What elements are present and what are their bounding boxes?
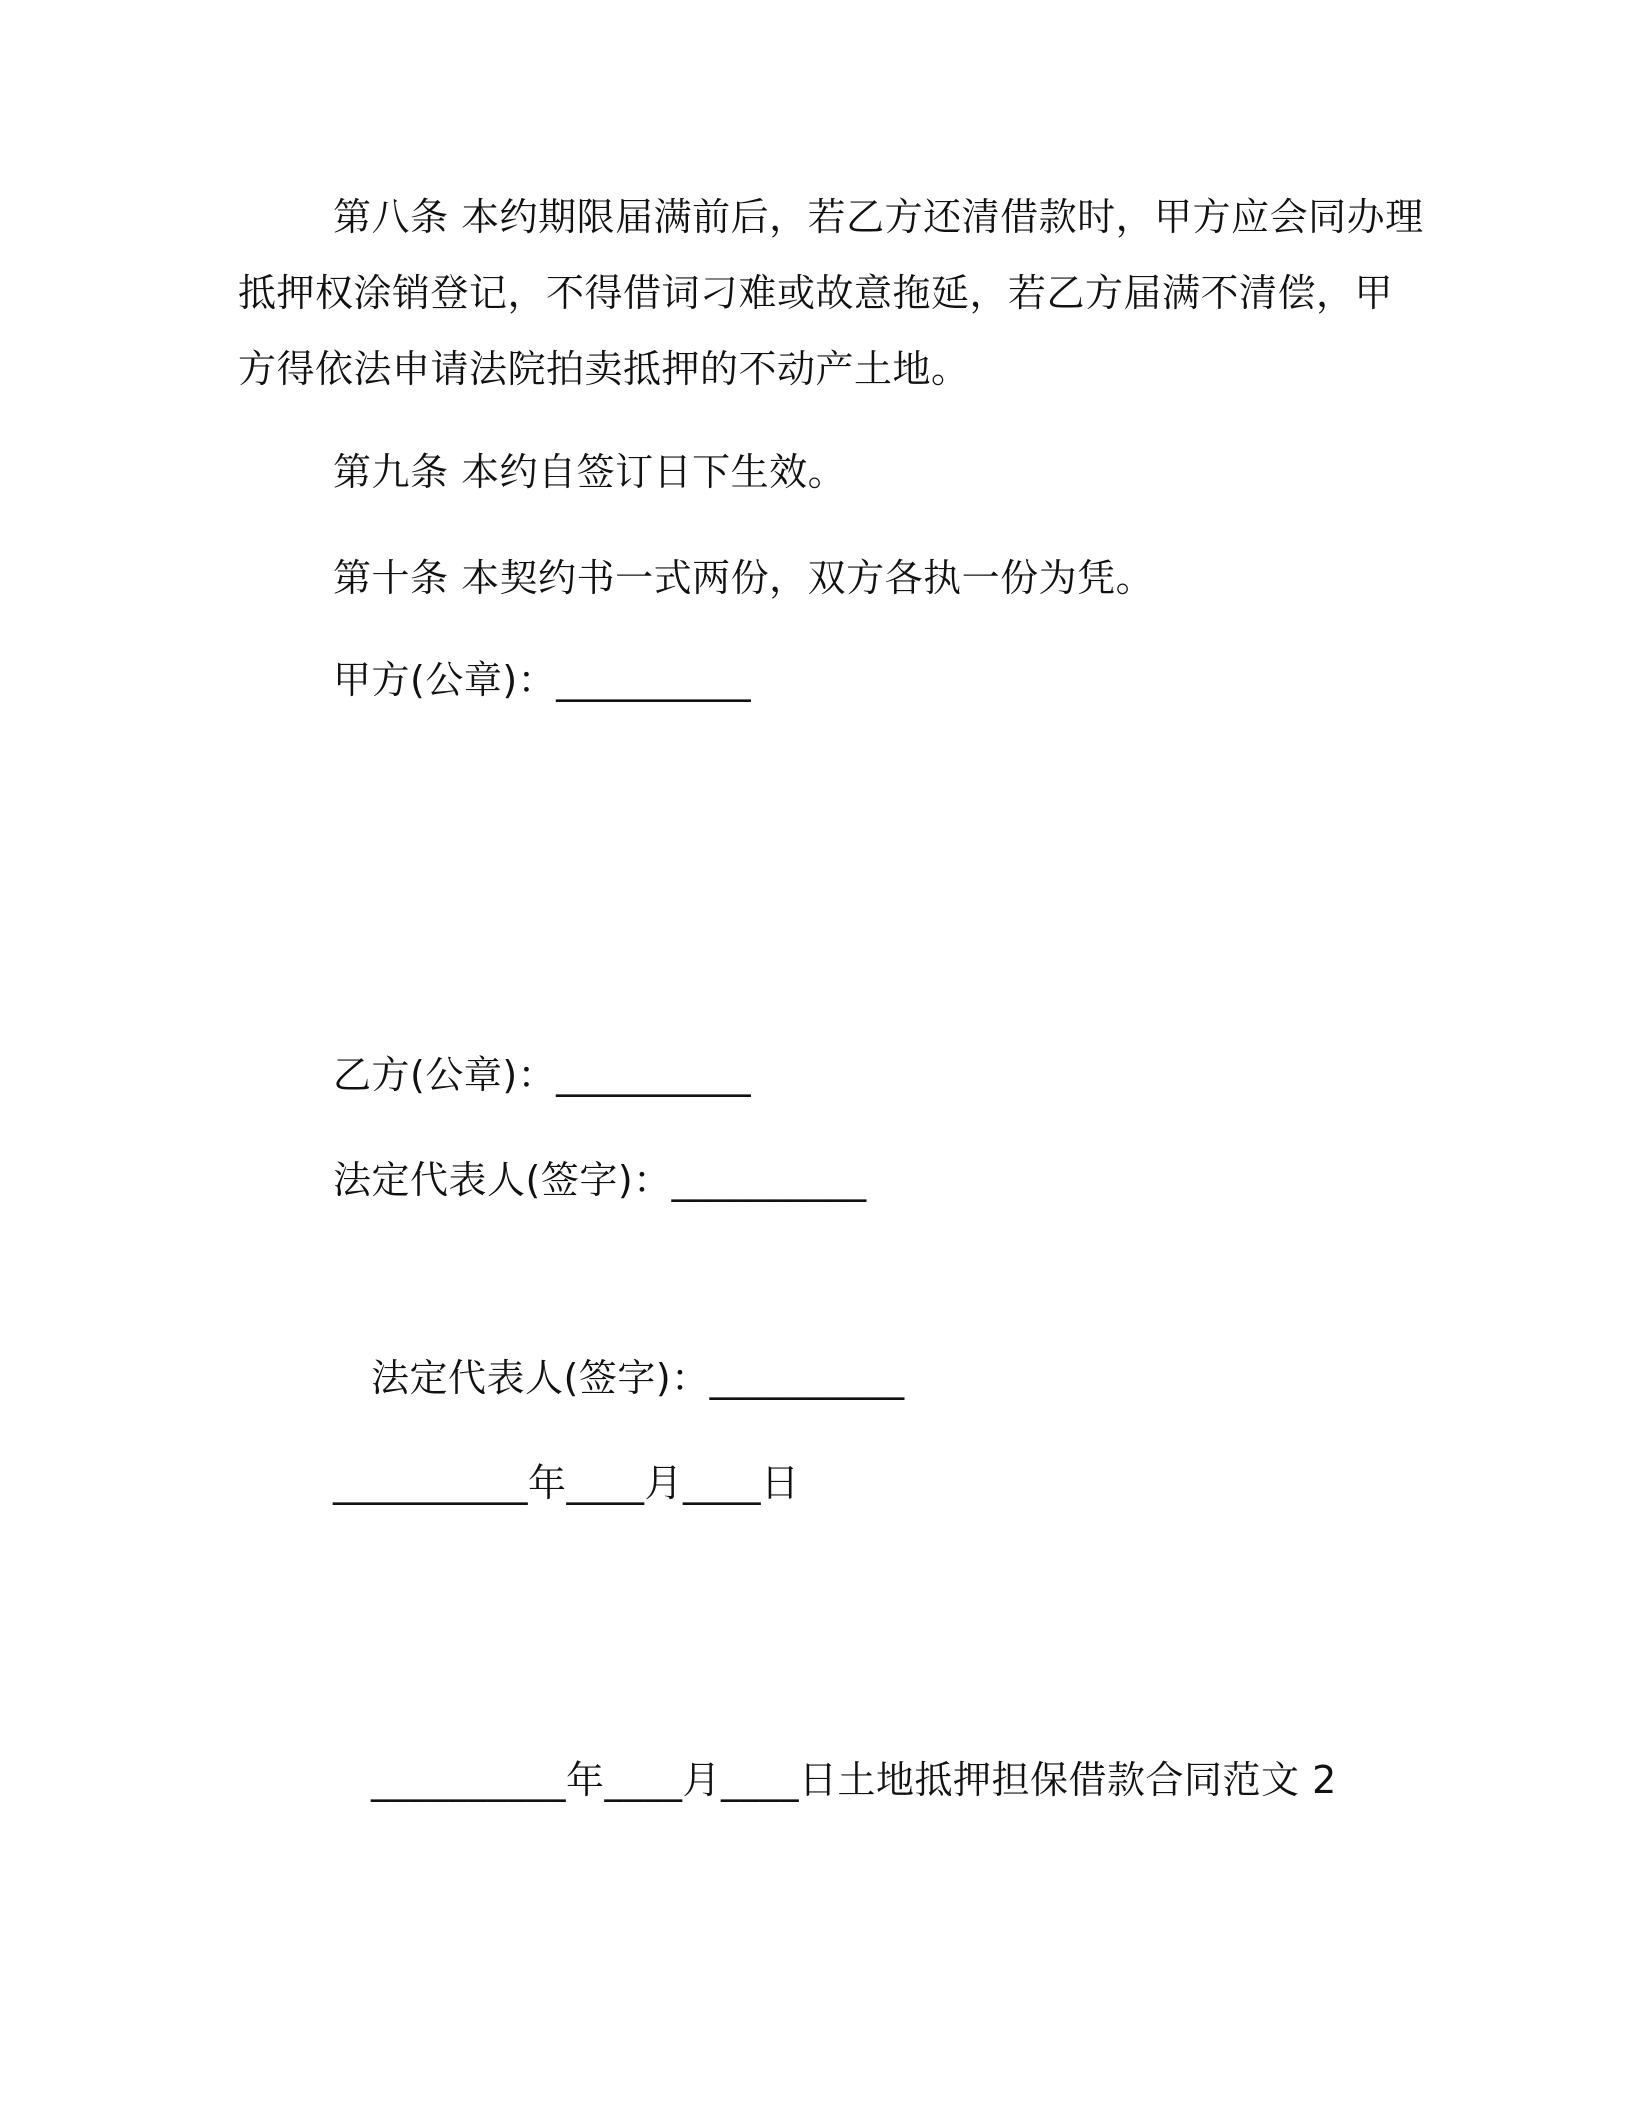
- next-document-title: __________年____月____日土地抵押担保借款合同范文 2: [371, 1758, 1337, 1802]
- article-8-line-3: 方得依法申请法院拍卖抵押的不动产土地。: [238, 347, 970, 391]
- date-line: __________年____月____日: [333, 1461, 800, 1505]
- article-8-line-1: 第八条 本约期限届满前后，若乙方还清借款时，甲方应会同办理: [333, 195, 1424, 239]
- legal-representative-signature-line: 法定代表人(签字)：__________: [333, 1158, 867, 1202]
- article-8-line-2: 抵押权涂销登记，不得借词刁难或故意拖延，若乙方届满不清偿，甲: [238, 271, 1394, 315]
- article-9: 第九条 本约自签订日下生效。: [333, 450, 847, 494]
- article-10: 第十条 本契约书一式两份，双方各执一份为凭。: [333, 556, 1155, 600]
- party-b-seal-line: 乙方(公章)：__________: [333, 1053, 752, 1097]
- party-a-seal-line: 甲方(公章)：__________: [333, 658, 752, 702]
- legal-representative-signature-line-2: 法定代表人(签字)：__________: [371, 1356, 905, 1400]
